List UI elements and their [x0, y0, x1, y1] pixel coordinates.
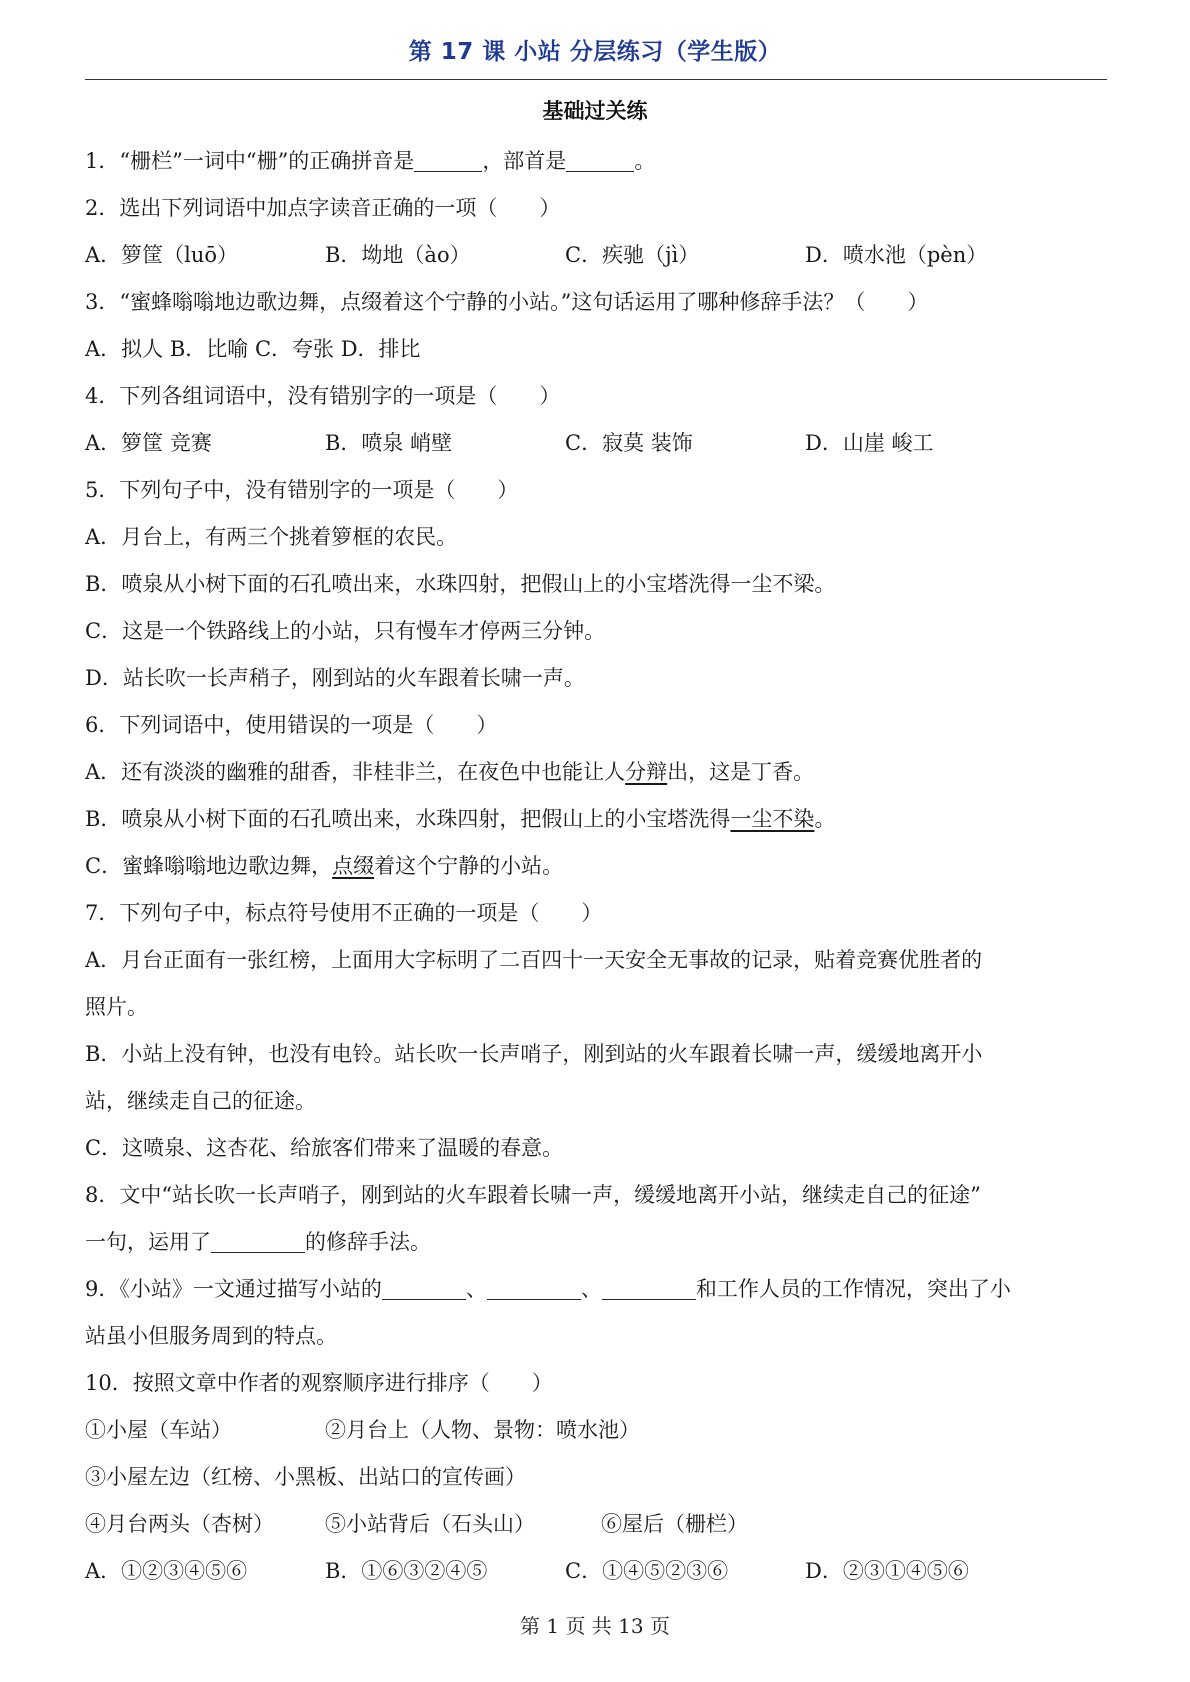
question-2: 2．选出下列词语中加点字读音正确的一项（ ）	[85, 196, 561, 220]
question-9-line-2: 站虽小但服务周到的特点。	[85, 1324, 337, 1348]
option-c: C．疾驰（jì）	[565, 243, 700, 267]
option-c: C．①④⑤②③⑥	[565, 1559, 729, 1583]
answer-blank[interactable]	[382, 1273, 466, 1300]
answer-blank[interactable]	[602, 1273, 696, 1300]
order-item-5: ⑤小站背后（石头山）	[325, 1512, 535, 1536]
question-10-items-row-3	[85, 1501, 1110, 1548]
question-10-items-row-1	[85, 1407, 1110, 1454]
question-10-options	[85, 1548, 1110, 1595]
order-item-6: ⑥屋后（栅栏）	[601, 1512, 748, 1536]
option-a: A．箩筐 竞赛	[85, 431, 212, 455]
order-item-1: ①小屋（车站）	[85, 1418, 232, 1442]
option-b: B．①⑥③②④⑤	[325, 1559, 488, 1583]
question-4: 4．下列各组词语中，没有错别字的一项是（ ）	[85, 384, 561, 408]
answer-blank[interactable]	[414, 145, 482, 172]
option-c: C．蜜蜂嗡嗡地边歌边舞，点缀着这个宁静的小站。	[85, 854, 564, 878]
order-item-3: ③小屋左边（红榜、小黑板、出站口的宣传画）	[85, 1465, 526, 1489]
section-heading: 基础过关练	[542, 99, 648, 123]
option-b: B．喷泉从小树下面的石孔喷出来，水珠四射，把假山上的小宝塔洗得一尘不梁。	[85, 572, 836, 596]
option-d: D．山崖 峻工	[805, 431, 934, 455]
question-6: 6．下列词语中，使用错误的一项是（ ）	[85, 713, 498, 737]
answer-blank[interactable]	[487, 1273, 581, 1300]
option-b: B．喷泉从小树下面的石孔喷出来，水珠四射，把假山上的小宝塔洗得一尘不染。	[85, 807, 836, 831]
question-5: 5．下列句子中，没有错别字的一项是（ ）	[85, 478, 519, 502]
option-c: C．寂莫 装饰	[565, 431, 693, 455]
option-b: B．喷泉 峭壁	[325, 431, 453, 455]
question-3-options: A．拟人 B．比喻 C．夸张 D．排比	[85, 337, 421, 361]
header-rule	[85, 79, 1107, 80]
page-number: 第 1 页 共 13 页	[520, 1614, 670, 1638]
question-4-options	[85, 420, 1110, 467]
option-a: A．还有淡淡的幽雅的甜香，非桂非兰，在夜色中也能让人分辩出，这是丁香。	[85, 760, 815, 784]
question-list	[85, 138, 1110, 1595]
underlined-word: 一尘不染	[730, 807, 815, 831]
option-b: B．坳地（ào）	[325, 243, 471, 267]
option-a: A．箩筐（luō）	[85, 243, 239, 267]
underlined-word: 点缀	[332, 854, 375, 878]
question-3: 3．“蜜蜂嗡嗡地边歌边舞，点缀着这个宁静的小站。”这句话运用了哪种修辞手法？（ ）	[85, 290, 929, 314]
option-b-line-1: B．小站上没有钟，也没有电铃。站长吹一长声哨子，刚到站的火车跟着长啸一声，缓缓地离开小	[85, 1042, 983, 1066]
question-2-options	[85, 232, 1110, 279]
question-8-line-1: 8．文中“站长吹一长声哨子，刚到站的火车跟着长啸一声，缓缓地离开小站，继续走自己的征途”	[85, 1183, 981, 1207]
order-item-4: ④月台两头（杏树）	[85, 1512, 274, 1536]
option-b-line-2: 站，继续走自己的征途。	[85, 1089, 316, 1113]
option-d: D．喷水池（pèn）	[805, 243, 988, 267]
question-9-line-1: 9．《小站》一文通过描写小站的 、 、 和工作人员的工作情况，突出了小	[85, 1266, 1110, 1313]
option-a-line-1: A．月台正面有一张红榜，上面用大字标明了二百四十一天安全无事故的记录，贴着竞赛优胜者的	[85, 948, 983, 972]
question-1: 1．“栅栏”一词中“栅”的正确拼音是 ，部首是 。	[85, 138, 1110, 185]
document-title: 第 17 课 小站 分层练习（学生版）	[408, 39, 782, 65]
option-d: D．②③①④⑤⑥	[805, 1559, 969, 1583]
option-a-line-2: 照片。	[85, 995, 148, 1019]
question-10: 10．按照文章中作者的观察顺序进行排序（ ）	[85, 1371, 553, 1395]
underlined-word: 分辩	[625, 760, 668, 784]
option-d: D．站长吹一长声稍子，刚到站的火车跟着长啸一声。	[85, 666, 585, 690]
answer-blank[interactable]	[566, 145, 634, 172]
question-7: 7．下列句子中，标点符号使用不正确的一项是（ ）	[85, 901, 603, 925]
question-8-line-2: 一句，运用了 的修辞手法。	[85, 1219, 1110, 1266]
option-c: C．这是一个铁路线上的小站，只有慢车才停两三分钟。	[85, 619, 606, 643]
option-a: A．月台上，有两三个挑着箩框的农民。	[85, 525, 458, 549]
option-a: A．①②③④⑤⑥	[85, 1559, 248, 1583]
answer-blank[interactable]	[211, 1226, 305, 1253]
order-item-2: ②月台上（人物、景物：喷水池）	[325, 1418, 640, 1442]
option-c: C．这喷泉、这杏花、给旅客们带来了温暖的春意。	[85, 1136, 564, 1160]
